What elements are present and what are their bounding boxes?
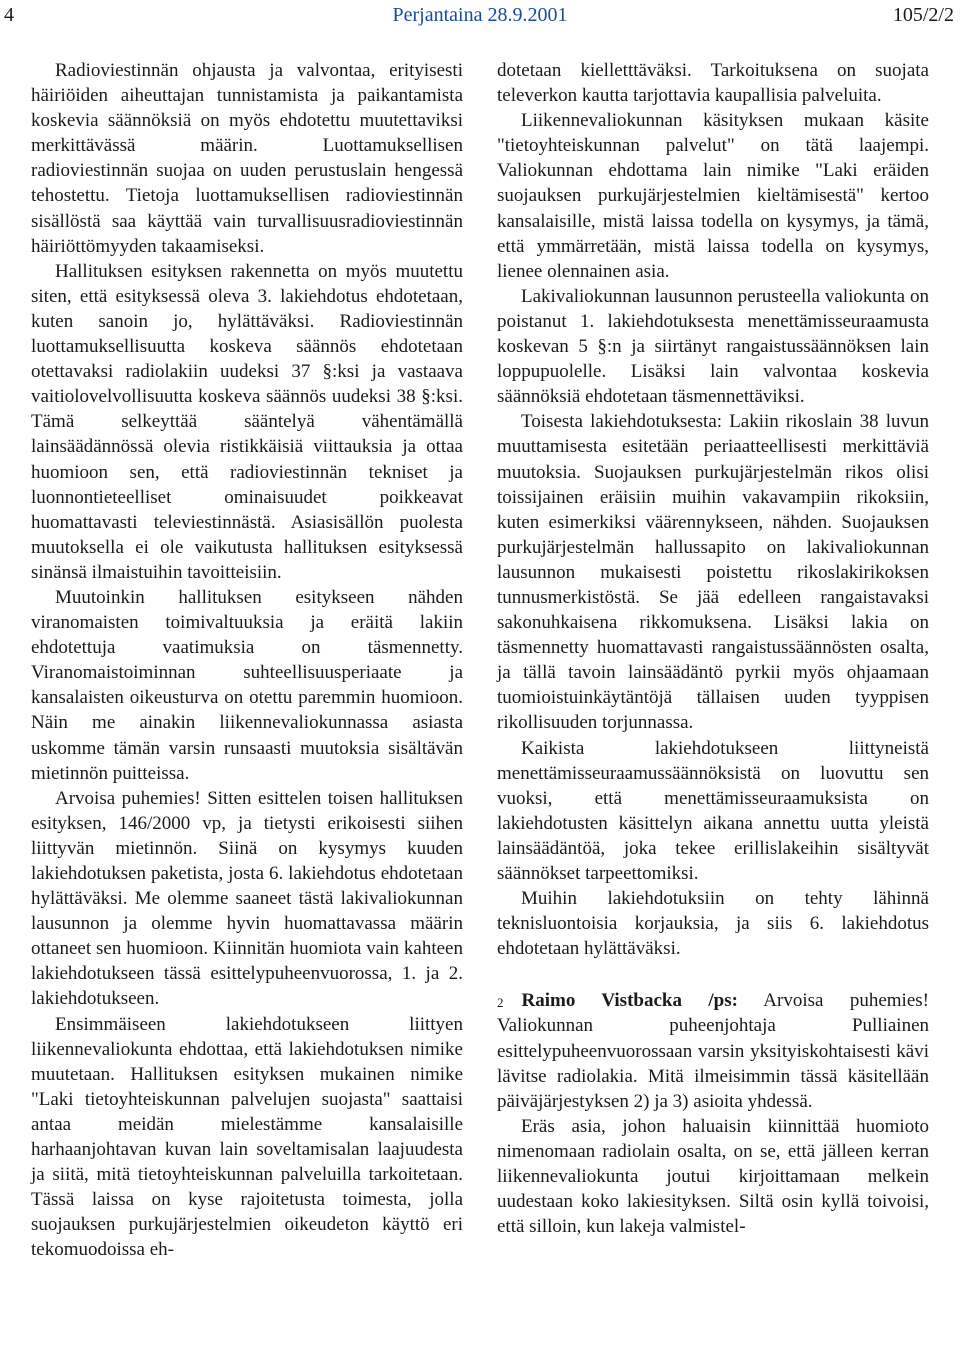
paragraph: Kaikista lakiehdotukseen liittyneistä menettämisseuraamussäännöksistä on luovuttu sen vuoksi, että menettämisseuraamuksista on lakiehdotusten käsittelyn aikana annettu uutta yleistä lainsäädäntöä, joka tekee erillislakeihin sisältyvät säännökset tarpeettomiksi. <box>497 737 929 884</box>
paragraph: Muutoinkin hallituksen esitykseen nähden viranomaisten toimivaltuuksia ja eräitä lakiin ehdotettuja vaatimuksia on täsmennetty. Viranomaistoiminnan suhteellisuusperiaate ja kansalaisten oikeusturva on otettu paremmin huomioon. Näin me ainakin liikennevaliokunnassa asiasta uskomme tämän varsin runsaasti muutoksia sisältävän mietinnön puitteissa. <box>31 586 463 784</box>
paragraph: Arvoisa puhemies! Sitten esittelen toisen hallituksen esityksen, 146/2000 vp, ja tietysti erikoisesti siihen liittyvän mietinnön. Siinä on kysymys kuuden lakiehdotuksen paketista, josta 6. lakiehdotus ehdotetaan hylättäväksi. Me olemme saaneet tästä lakivaliokunnan lausunnon ja olemme hyvin huomattavassa määrin ottaneet sen huomioon. Kiinnitän huomiota vain kahteen lakiehdotukseen tässä esittelypuheenvuorossa, 1. ja 2. lakiehdotukseen. <box>31 787 463 1010</box>
speaker-opening: Arvoisa puhemies! Valiokunnan puheenjohtaja Pulliainen esittelypuheenvuorossaan varsin yksityiskohtaisesti kävi lävitse radiolakia. Mitä ilmeisimmin tässä käsitellään päiväjärjestyksen 2) ja 3) asioita yhdessä. <box>497 990 929 1112</box>
speaker-paragraph <box>497 988 929 1113</box>
paragraph: Lakivaliokunnan lausunnon perusteella valiokunta on poistanut 1. lakiehdotuksesta menettämisseuraamusta koskevan 5 §:n ja siirtänyt rangaistussäännöksen lain loppupuolelle. Lisäksi lain valvontaa koskevia säännöksiä ehdotetaan täsmennettäviksi. <box>497 285 929 408</box>
session-date: Perjantaina 28.9.2001 <box>392 4 568 26</box>
paragraph: Eräs asia, johon haluaisin kiinnittää huomioto nimenomaan radiolain osalta, on se, että jälleen kerran liikennevaliokunta joutui kirjoittamaan melkein uudestaan koko lakiesityksen. Siltä osin kyllä toivoisi, että silloin, kun lakeja valmistel- <box>497 1115 929 1238</box>
speaker-name: Raimo Vistbacka /ps: <box>521 990 738 1012</box>
paragraph: Toisesta lakiehdotuksesta: Lakiin rikoslain 38 luvun muuttamisesta esitetään periaatteellisesti merkittäviä muutoksia. Suojauksen purkujärjestelmän rikos olisi toissijainen eräisiin muihin vakavampiin rikoksiin, kuten esimerkiksi väärennykseen, nähden. Suojauksen purkujärjestelmän hallussapito on lakivaliokunnan lausunnon mukaisesti poistettu rikoslakirikoksen tunnusmerkistöstä. Se jää edelleen rangaistavaksi sakonuhkaisena rikkomuksena. Lisäksi lakia on täsmennetty huomattavasti rangaistussäännösten osalta, ja tällä tavoin lainsäädäntö pyrkii myös ohjaamaan tuomioistuinkäytäntöjä tällaisen uuden tyyppisen rikollisuuden torjunnassa. <box>497 411 929 734</box>
paragraph: Radioviestinnän ohjausta ja valvontaa, erityisesti häiriöiden aiheuttajan tunnistamista ja paikantamista koskevia säännöksiä on myös ehdotettu muutettaviksi merkittävässä määrin. Luottamuksellisen radioviestinnän suojaa on uuden perustuslain hengessä tehostettu. Tietoja luottamuksellisen radioviestinnän sisällöstä saa käyttää vain turvallisuusradioviestinnän häiriöttömyyden takaamiseksi. <box>31 60 463 257</box>
document-id: 105/2/2 <box>892 4 954 26</box>
right-column <box>497 58 929 1239</box>
paragraph: Liikennevaliokunnan käsityksen mukaan käsite "tietoyhteiskunnan palvelut" on tätä laajempi. Valiokunnan ehdottama lain nimike "Laki eräiden suojauksen purkujärjestelmien kieltämisestä" kertoo kansalaisille, mistä laissa todella on kysymys, ja tämä, että ymmärretään, mistä laissa todella on kysymys, lienee olennainen asia. <box>497 110 929 282</box>
page-header <box>0 0 960 34</box>
speaker-number: 2 <box>497 995 504 1011</box>
page-number: 4 <box>4 4 14 26</box>
paragraph: Muihin lakiehdotuksiin on tehty lähinnä teknisluontoisia korjauksia, ja siis 6. lakiehdotus ehdotetaan hylättäväksi. <box>497 888 929 960</box>
paragraph: Ensimmäiseen lakiehdotukseen liittyen liikennevaliokunta ehdottaa, että lakiehdotuksen nimike muutetaan. Hallituksen esityksen mukainen nimike "Laki tietoyhteiskunnan palvelujen suojasta" saattaisi antaa meidän mielestämme kansalaisille harhaanjohtavan kuvan lain soveltamisalan laajuudesta ja siitä, mitä tietoyhteiskunnan palveluilla tarkoitetaan. Tässä laissa on kyse rajoitetusta toimesta, jolla suojauksen purkujärjestelmien oikeudeton käyttö eri tekomuodoissa eh- <box>31 1013 463 1261</box>
paragraph: Hallituksen esityksen rakennetta on myös muutettu siten, että esityksessä oleva 3. lakiehdotus ehdotetaan, kuten sanoin jo, hylättäväksi. Radioviestinnän luottamuksellisuutta koskeva säännös ehdotetaan otettavaksi radiolakiin uudeksi 37 §:ksi ja vastaava vaitiolovelvollisuutta koskeva säännös uudeksi 38 §:ksi. Tämä selkeyttää sääntelyä vähentämällä lainsäädännössä olevia ristikkäisiä viittauksia ja ottaa huomioon sen, että radioviestinnän tekniset ja luonnontieteelliset ominaisuudet poikkeavat huomattavasti televiestinnästä. Asiasisällön puolesta muutoksella ei ole vaikutusta hallituksen esityksessä sinänsä ilmaistuihin tavoitteisiin. <box>31 260 463 583</box>
left-column <box>31 58 463 1263</box>
paragraph: dotetaan kielletttäväksi. Tarkoituksena on suojata televerkon kautta tarjottavia kaupallisia palveluita. <box>497 60 929 107</box>
